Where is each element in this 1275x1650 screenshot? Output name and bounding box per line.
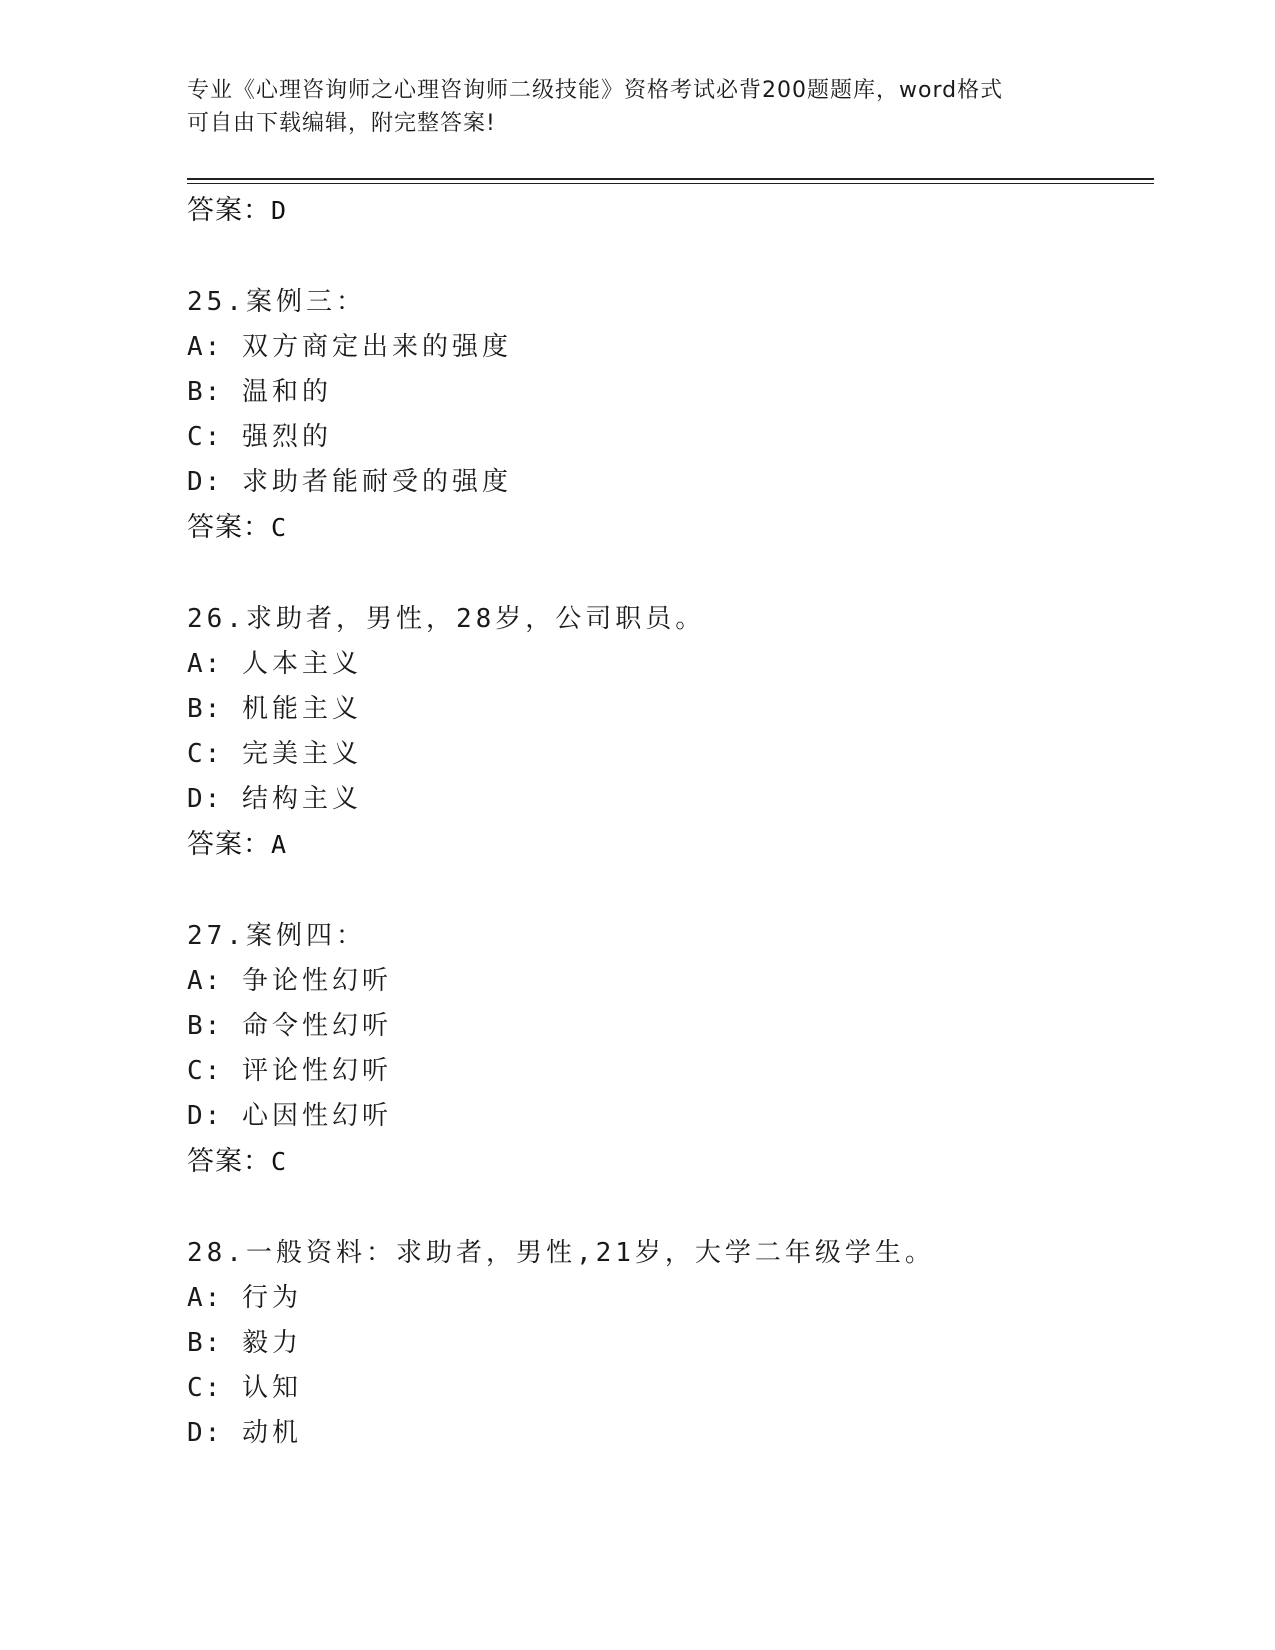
option-text: 命令性幻听 [241,1011,392,1041]
option-text: 机能主义 [241,694,362,724]
option-text: 评论性幻听 [241,1056,392,1086]
option-d [187,1094,1154,1139]
option-letter: A: [187,649,223,679]
option-text: 求助者能耐受的强度 [241,467,512,497]
option-text: 毅力 [241,1328,302,1358]
question-stem: 26.求助者，男性，28岁，公司职员。 [187,604,706,634]
question-stem: 27.案例四： [187,921,366,951]
header-divider-thick [187,178,1154,180]
option-letter: D: [187,467,223,497]
option-b [187,370,1154,415]
option-letter: B: [187,1011,223,1041]
option-a [187,959,1154,1004]
document-header [187,74,1087,140]
option-a [187,325,1154,370]
option-letter: A: [187,332,223,362]
previous-question-answer [187,188,1154,233]
answer-label: 答案： [187,1146,271,1177]
option-text: 温和的 [241,377,332,407]
option-letter: A: [187,1283,223,1313]
option-letter: D: [187,1418,223,1448]
option-d [187,1411,1154,1456]
question-stem: 28.一般资料：求助者，男性,21岁，大学二年级学生。 [187,1238,935,1268]
question-answer [187,505,1154,550]
answer-value: C [271,513,287,542]
header-title-line-2: 可自由下载编辑，附完整答案! [187,111,496,136]
option-text: 认知 [241,1373,302,1403]
option-letter: B: [187,1328,223,1358]
option-d [187,777,1154,822]
option-letter: D: [187,1101,223,1131]
question-28 [187,1231,1154,1456]
option-letter: C: [187,1373,223,1403]
answer-value: C [271,1147,287,1176]
question-26 [187,597,1154,867]
header-title-line-1: 专业《心理咨询师之心理咨询师二级技能》资格考试必背200题题库，word格式 [187,78,1004,103]
option-letter: C: [187,739,223,769]
option-letter: B: [187,694,223,724]
option-text: 行为 [241,1283,302,1313]
answer-label: 答案： [187,195,271,226]
option-c [187,732,1154,777]
option-b [187,1004,1154,1049]
question-answer [187,822,1154,867]
option-a [187,642,1154,687]
answer-label: 答案： [187,512,271,543]
answer-label: 答案： [187,829,271,860]
option-c [187,1366,1154,1411]
option-d [187,460,1154,505]
option-letter: A: [187,966,223,996]
question-answer [187,1139,1154,1184]
option-b [187,687,1154,732]
option-c [187,415,1154,460]
option-letter: C: [187,1056,223,1086]
header-divider-thin [187,183,1154,184]
option-text: 人本主义 [241,649,362,679]
option-b [187,1321,1154,1366]
option-text: 强烈的 [241,422,332,452]
option-letter: B: [187,377,223,407]
option-letter: C: [187,422,223,452]
option-text: 双方商定出来的强度 [241,332,512,362]
question-stem: 25.案例三： [187,287,366,317]
answer-value: D [271,196,287,225]
option-text: 动机 [241,1418,302,1448]
option-text: 完美主义 [241,739,362,769]
option-a [187,1276,1154,1321]
answer-value: A [271,830,287,859]
option-text: 争论性幻听 [241,966,392,996]
option-text: 结构主义 [241,784,362,814]
option-letter: D: [187,784,223,814]
question-list [187,188,1154,1456]
question-27 [187,914,1154,1184]
option-text: 心因性幻听 [241,1101,392,1131]
option-c [187,1049,1154,1094]
question-25 [187,280,1154,550]
